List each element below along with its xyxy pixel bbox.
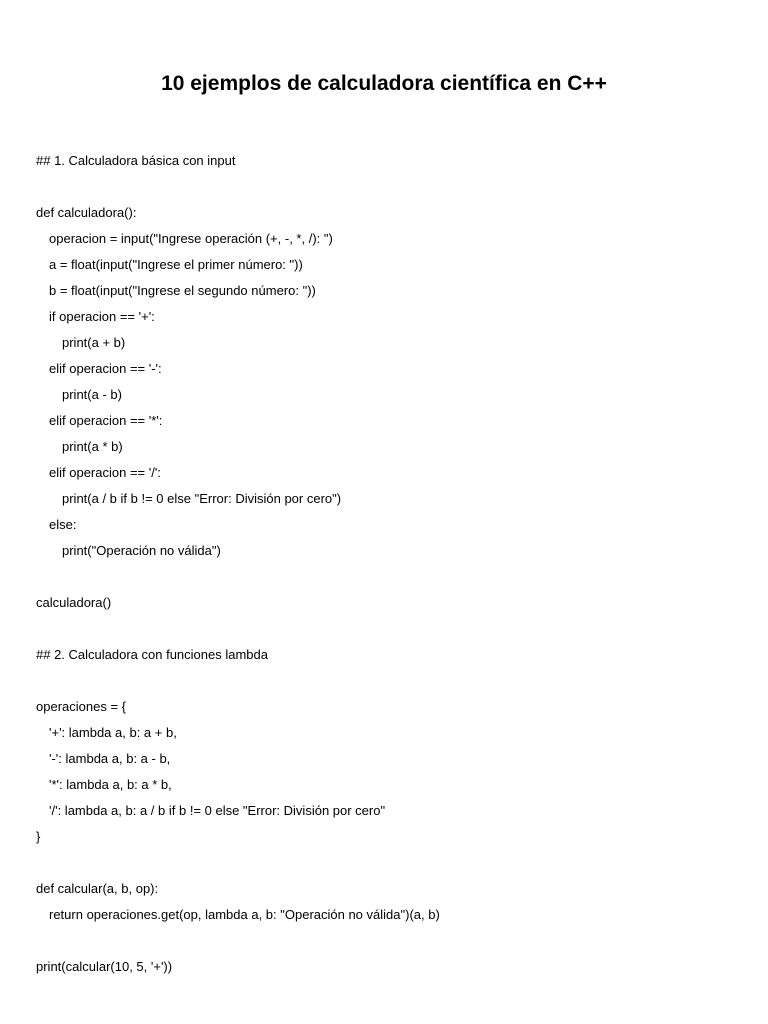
code-line: elif operacion == '*': [49, 413, 163, 428]
code-line: print("Operación no válida") [62, 543, 221, 558]
code-line: print(calcular(10, 5, '+')) [36, 959, 173, 974]
section-heading: ## 1. Calculadora básica con input [36, 153, 236, 168]
code-line: '-': lambda a, b: a - b, [49, 751, 171, 766]
blank-line [36, 616, 736, 642]
code-line: operacion = input("Ingrese operación (+, -, *, /): ") [49, 231, 333, 246]
blank-line [36, 850, 736, 876]
code-line: '/': lambda a, b: a / b if b != 0 else "Error: División por cero" [49, 803, 386, 818]
blank-line [36, 174, 736, 200]
code-line: a = float(input("Ingrese el primer número: ")) [49, 257, 303, 272]
code-block [36, 148, 736, 980]
code-line: print(a + b) [62, 335, 126, 350]
code-line: elif operacion == '/': [49, 465, 161, 480]
blank-line [36, 564, 736, 590]
section-heading: ## 2. Calculadora con funciones lambda [36, 647, 268, 662]
blank-line [36, 928, 736, 954]
code-line: if operacion == '+': [49, 309, 155, 324]
code-line: calculadora() [36, 595, 112, 610]
code-line: elif operacion == '-': [49, 361, 162, 376]
code-line: '+': lambda a, b: a + b, [49, 725, 177, 740]
code-line: b = float(input("Ingrese el segundo número: ")) [49, 283, 316, 298]
code-line: '*': lambda a, b: a * b, [49, 777, 172, 792]
blank-line [36, 668, 736, 694]
code-line: print(a / b if b != 0 else "Error: División por cero") [62, 491, 342, 506]
code-line: else: [49, 517, 77, 532]
code-line: return operaciones.get(op, lambda a, b: "Operación no válida")(a, b) [49, 907, 440, 922]
code-line: def calcular(a, b, op): [36, 881, 159, 896]
document-title: 10 ejemplos de calculadora científica en C++ [161, 72, 607, 95]
code-line: operaciones = { [36, 699, 126, 714]
code-line: } [36, 829, 41, 844]
code-line: def calculadora(): [36, 205, 137, 220]
code-line: print(a * b) [62, 439, 123, 454]
code-line: print(a - b) [62, 387, 122, 402]
